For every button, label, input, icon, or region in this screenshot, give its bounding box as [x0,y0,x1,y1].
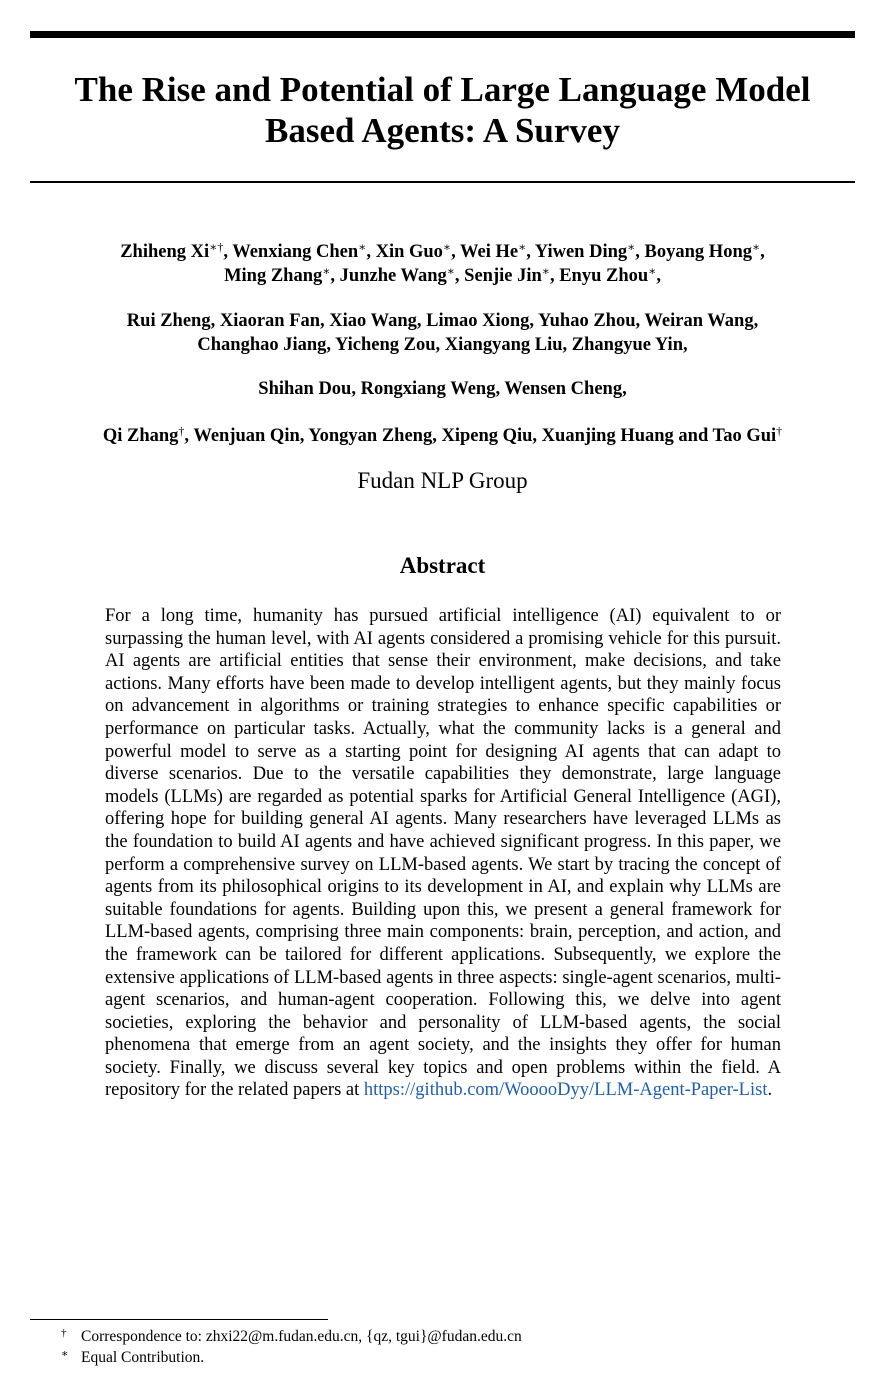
author-name: Enyu Zhou [559,266,649,286]
author-name: Junzhe Wang [339,266,447,286]
author-group-2 [40,309,845,357]
author-mark: ∗ [648,264,657,278]
author-group-3 [40,377,845,401]
author-name: Yiwen Ding [534,242,628,262]
repository-link[interactable]: https://github.com/WooooDyy/LLM-Agent-Paper-List [363,1080,768,1101]
author-name: Senjie Jin [464,266,542,286]
author-name: Ming Zhang [224,266,323,286]
affiliation: Fudan NLP Group [357,468,528,493]
top-rule [30,31,855,38]
author-mark: ∗ [358,240,367,254]
author-mark: † [178,424,185,438]
footnote-text: Equal Contribution. [81,1349,205,1366]
author-name: Boyang Hong [644,242,752,262]
footnote-equal-contribution: ∗ Equal Contribution. [61,1348,205,1366]
author-line: , Wenjuan Qin, Yongyan Zheng, Xipeng Qiu, Xuanjing Huang and Tao Gui [184,426,777,446]
author-mark: ∗ [518,240,527,254]
author-mark: ∗ [751,240,761,254]
author-line: Changhao Jiang, Yicheng Zou, Xiangyang Liu, Zhangyue Yin, [197,335,688,355]
author-mark: ∗ [541,264,550,278]
title-rule [30,181,855,183]
author-group-1: Zhiheng Xi∗†, Wenxiang Chen∗, Xin Guo∗, Wei He∗, Yiwen Ding∗, Boyang Hong∗, Ming Zhang∗, Junzhe Wang∗, Senjie Jin∗, Enyu Zhou∗, [120,240,765,286]
abstract-body [105,605,781,1102]
footnote-correspondence: † Correspondence to: zhxi22@m.fudan.edu.cn, {qz, tgui}@fudan.edu.cn [61,1327,522,1345]
author-name: Wenxiang Chen [232,242,359,262]
footnote-rule [30,1319,328,1320]
author-group-4 [40,424,845,448]
author-mark: ∗ [322,264,331,278]
author-mark: † [776,424,783,438]
author-mark: ∗† [209,240,224,254]
author-line: Shihan Dou, Rongxiang Weng, Wensen Cheng, [258,379,627,399]
author-mark: ∗ [627,240,636,254]
author-mark: ∗ [442,240,452,254]
footnote-text: Correspondence to: zhxi22@m.fudan.edu.cn, {qz, tgui}@fudan.edu.cn [81,1328,522,1345]
abstract-text: For a long time, humanity has pursued artificial intelligence (AI) equivalent to or surpassing the human level, with AI agents considered a promising vehicle for this pursuit. AI agents are artificial entities that sense their environment, make decisions, and take actions. Many efforts have been made to develop intelligent agents, but they mainly focus on advancement in algorithms or training strategies to enhance specific capabilities or performance on particular tasks. Actually, what the community lacks is a general and powerful model to serve as a starting point for designing AI agents that can adapt to diverse scenarios. Due to the versatile capabilities they demonstrate, large language models (LLMs) are regarded as potential sparks for Artificial General Intelligence (AGI), offering hope for building general AI agents. Many researchers have leveraged LLMs as the foundation to build AI agents and have achieved significant progress. In this paper, we perform a comprehensive survey on LLM-based agents. We start by tracing the concept of agents from its philosophical origins to its development in AI, and explain why LLMs are suitable foundations for agents. Building upon this, we present a general framework for LLM-based agents, comprising three main components: brain, perception, and action, and the framework can be tailored for different applications. Subsequently, we explore the extensive applications of LLM-based agents in three aspects: single-agent scenarios, multi-agent scenarios, and human-agent cooperation. Following this, we delve into agent societies, exploring the behavior and personality of LLM-based agents, the social phenomena that emerge from an agent society, and the insights they offer for human society. Finally, we discuss several key topics and open problems within the field. A repository for the related papers at [105,606,781,1101]
title-line-1: The Rise and Potential of Large Language Model [74,70,811,109]
title-line-2: Based Agents: A Survey [265,111,620,150]
author-mark: ∗ [446,264,455,278]
abstract-end: . [767,1080,773,1101]
author-name: Xin Guo [375,242,443,262]
author-line: Rui Zheng, Xiaoran Fan, Xiao Wang, Limao Xiong, Yuhao Zhou, Weiran Wang, [126,311,759,331]
author-name: Zhiheng Xi [120,242,210,262]
author-name: Wei He [460,242,519,262]
abstract-heading: Abstract [399,553,486,578]
paper-title [30,69,855,151]
author-name: Qi Zhang [102,426,179,446]
